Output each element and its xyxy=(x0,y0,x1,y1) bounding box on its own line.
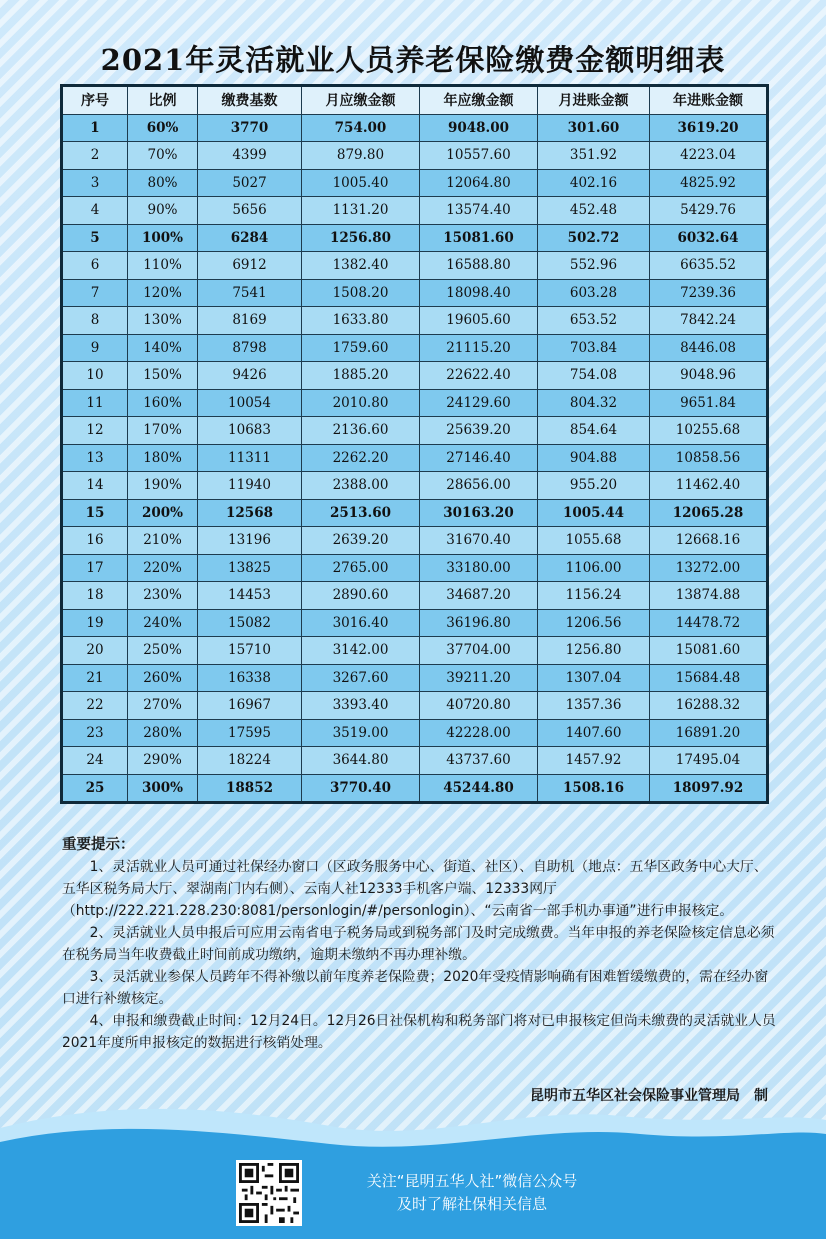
cell-ratio: 80% xyxy=(128,169,198,197)
cell-index: 9 xyxy=(62,334,128,362)
cell-annual-credit: 18097.92 xyxy=(650,774,768,803)
cell-annual-credit: 6032.64 xyxy=(650,224,768,252)
cell-index: 25 xyxy=(62,774,128,803)
cell-monthly-credit: 904.88 xyxy=(538,444,650,472)
cell-monthly-due: 1382.40 xyxy=(302,252,420,280)
contribution-table xyxy=(60,84,769,804)
cell-index: 16 xyxy=(62,527,128,555)
note-item-3: 3、灵活就业参保人员跨年不得补缴以前年度养老保险费；2020年受疫情影响确有困难暂缓缴费的，需在经办窗口进行补缴核定。 xyxy=(62,969,769,1007)
notes-heading: 重要提示： xyxy=(62,837,135,853)
header-monthly-due: 月应缴金额 xyxy=(302,86,420,115)
issuer-signature: 昆明市五华区社会保险事业管理局 制 xyxy=(530,1088,768,1104)
note-item-2: 2、灵活就业人员申报后可应用云南省电子税务局或到税务部门及时完成缴费。当年申报的养老保险核定信息必须在税务局当年收费截止时间前成功缴纳，逾期未缴纳不再办理补缴。 xyxy=(62,925,775,963)
table-row xyxy=(62,389,768,417)
cell-annual-credit: 16288.32 xyxy=(650,692,768,720)
cell-monthly-credit: 1156.24 xyxy=(538,582,650,610)
cell-monthly-credit: 1256.80 xyxy=(538,637,650,665)
cell-annual-due: 21115.20 xyxy=(420,334,538,362)
table-row xyxy=(62,417,768,445)
cell-base: 5656 xyxy=(198,197,302,225)
cell-monthly-credit: 552.96 xyxy=(538,252,650,280)
cell-annual-due: 15081.60 xyxy=(420,224,538,252)
cell-base: 12568 xyxy=(198,499,302,527)
cell-monthly-credit: 1508.16 xyxy=(538,774,650,803)
cell-annual-due: 9048.00 xyxy=(420,114,538,142)
cell-monthly-credit: 1357.36 xyxy=(538,692,650,720)
cell-annual-credit: 15081.60 xyxy=(650,637,768,665)
cell-monthly-credit: 603.28 xyxy=(538,279,650,307)
cell-annual-due: 37704.00 xyxy=(420,637,538,665)
cell-ratio: 260% xyxy=(128,664,198,692)
cell-annual-due: 13574.40 xyxy=(420,197,538,225)
cell-annual-credit: 11462.40 xyxy=(650,472,768,500)
cell-ratio: 250% xyxy=(128,637,198,665)
cell-ratio: 220% xyxy=(128,554,198,582)
table-row xyxy=(62,142,768,170)
cell-base: 3770 xyxy=(198,114,302,142)
cell-monthly-credit: 1206.56 xyxy=(538,609,650,637)
cell-base: 5027 xyxy=(198,169,302,197)
cell-annual-due: 16588.80 xyxy=(420,252,538,280)
table-row xyxy=(62,774,768,803)
cell-index: 22 xyxy=(62,692,128,720)
cell-monthly-due: 2890.60 xyxy=(302,582,420,610)
cell-base: 6912 xyxy=(198,252,302,280)
cell-base: 16967 xyxy=(198,692,302,720)
table-row xyxy=(62,279,768,307)
table-row xyxy=(62,747,768,775)
table-row xyxy=(62,554,768,582)
cell-annual-due: 22622.40 xyxy=(420,362,538,390)
header-monthly-credit: 月进账金额 xyxy=(538,86,650,115)
cell-base: 18224 xyxy=(198,747,302,775)
cell-index: 12 xyxy=(62,417,128,445)
cell-monthly-credit: 402.16 xyxy=(538,169,650,197)
cell-index: 8 xyxy=(62,307,128,335)
cell-ratio: 140% xyxy=(128,334,198,362)
cell-annual-due: 31670.40 xyxy=(420,527,538,555)
table-header-row xyxy=(62,86,768,115)
cell-monthly-due: 3519.00 xyxy=(302,719,420,747)
table-row xyxy=(62,582,768,610)
cell-ratio: 200% xyxy=(128,499,198,527)
cell-annual-due: 42228.00 xyxy=(420,719,538,747)
table-row xyxy=(62,114,768,142)
cell-annual-due: 28656.00 xyxy=(420,472,538,500)
table-row xyxy=(62,719,768,747)
cell-base: 17595 xyxy=(198,719,302,747)
cell-index: 10 xyxy=(62,362,128,390)
cell-annual-credit: 10858.56 xyxy=(650,444,768,472)
header-ratio: 比例 xyxy=(128,86,198,115)
cell-ratio: 160% xyxy=(128,389,198,417)
cell-monthly-credit: 502.72 xyxy=(538,224,650,252)
cell-monthly-due: 1256.80 xyxy=(302,224,420,252)
cell-ratio: 230% xyxy=(128,582,198,610)
cell-ratio: 280% xyxy=(128,719,198,747)
header-index: 序号 xyxy=(62,86,128,115)
cell-base: 10683 xyxy=(198,417,302,445)
table-row xyxy=(62,224,768,252)
cell-ratio: 240% xyxy=(128,609,198,637)
cell-monthly-due: 3770.40 xyxy=(302,774,420,803)
cell-annual-due: 19605.60 xyxy=(420,307,538,335)
cell-ratio: 110% xyxy=(128,252,198,280)
cell-annual-credit: 10255.68 xyxy=(650,417,768,445)
table-row xyxy=(62,252,768,280)
cell-ratio: 60% xyxy=(128,114,198,142)
cell-index: 19 xyxy=(62,609,128,637)
table-row xyxy=(62,692,768,720)
cell-base: 18852 xyxy=(198,774,302,803)
cell-monthly-due: 1005.40 xyxy=(302,169,420,197)
cell-annual-due: 33180.00 xyxy=(420,554,538,582)
footer-wave xyxy=(0,1098,826,1239)
cell-annual-due: 10557.60 xyxy=(420,142,538,170)
cell-ratio: 170% xyxy=(128,417,198,445)
notes-section xyxy=(62,834,776,1054)
table-row xyxy=(62,664,768,692)
cell-monthly-credit: 1106.00 xyxy=(538,554,650,582)
cell-annual-credit: 12065.28 xyxy=(650,499,768,527)
cell-index: 23 xyxy=(62,719,128,747)
header-annual-due: 年应缴金额 xyxy=(420,86,538,115)
cell-annual-credit: 8446.08 xyxy=(650,334,768,362)
cell-base: 8169 xyxy=(198,307,302,335)
cell-annual-due: 40720.80 xyxy=(420,692,538,720)
cell-annual-credit: 5429.76 xyxy=(650,197,768,225)
cell-annual-due: 36196.80 xyxy=(420,609,538,637)
cell-index: 11 xyxy=(62,389,128,417)
cell-base: 7541 xyxy=(198,279,302,307)
cell-monthly-credit: 301.60 xyxy=(538,114,650,142)
header-annual-credit: 年进账金额 xyxy=(650,86,768,115)
cell-annual-credit: 13874.88 xyxy=(650,582,768,610)
cell-monthly-due: 2388.00 xyxy=(302,472,420,500)
cell-monthly-due: 2262.20 xyxy=(302,444,420,472)
cell-ratio: 100% xyxy=(128,224,198,252)
cell-monthly-due: 879.80 xyxy=(302,142,420,170)
cell-monthly-credit: 955.20 xyxy=(538,472,650,500)
cell-monthly-credit: 703.84 xyxy=(538,334,650,362)
cell-monthly-due: 3393.40 xyxy=(302,692,420,720)
cell-base: 9426 xyxy=(198,362,302,390)
table-row xyxy=(62,527,768,555)
cell-annual-credit: 9651.84 xyxy=(650,389,768,417)
cell-annual-credit: 6635.52 xyxy=(650,252,768,280)
cell-annual-credit: 13272.00 xyxy=(650,554,768,582)
table-row xyxy=(62,169,768,197)
cell-base: 11311 xyxy=(198,444,302,472)
follow-text xyxy=(322,1170,622,1216)
cell-index: 20 xyxy=(62,637,128,665)
cell-index: 3 xyxy=(62,169,128,197)
follow-line-2: 及时了解社保相关信息 xyxy=(396,1195,547,1213)
cell-monthly-credit: 804.32 xyxy=(538,389,650,417)
cell-index: 7 xyxy=(62,279,128,307)
cell-annual-credit: 7239.36 xyxy=(650,279,768,307)
cell-monthly-due: 3142.00 xyxy=(302,637,420,665)
cell-base: 10054 xyxy=(198,389,302,417)
cell-ratio: 190% xyxy=(128,472,198,500)
cell-index: 21 xyxy=(62,664,128,692)
cell-annual-credit: 3619.20 xyxy=(650,114,768,142)
cell-base: 8798 xyxy=(198,334,302,362)
cell-ratio: 300% xyxy=(128,774,198,803)
cell-base: 13825 xyxy=(198,554,302,582)
cell-index: 18 xyxy=(62,582,128,610)
cell-monthly-due: 754.00 xyxy=(302,114,420,142)
cell-base: 13196 xyxy=(198,527,302,555)
cell-ratio: 290% xyxy=(128,747,198,775)
cell-annual-credit: 12668.16 xyxy=(650,527,768,555)
cell-annual-credit: 17495.04 xyxy=(650,747,768,775)
cell-annual-due: 18098.40 xyxy=(420,279,538,307)
cell-monthly-due: 2513.60 xyxy=(302,499,420,527)
cell-annual-credit: 15684.48 xyxy=(650,664,768,692)
cell-monthly-credit: 351.92 xyxy=(538,142,650,170)
cell-index: 2 xyxy=(62,142,128,170)
cell-annual-credit: 4223.04 xyxy=(650,142,768,170)
cell-base: 11940 xyxy=(198,472,302,500)
cell-monthly-credit: 452.48 xyxy=(538,197,650,225)
cell-annual-due: 30163.20 xyxy=(420,499,538,527)
cell-monthly-due: 1131.20 xyxy=(302,197,420,225)
follow-line-1: 关注“昆明五华人社”微信公众号 xyxy=(366,1172,578,1190)
cell-base: 4399 xyxy=(198,142,302,170)
cell-monthly-due: 2765.00 xyxy=(302,554,420,582)
note-item-1: 1、灵活就业人员可通过社保经办窗口（区政务服务中心、街道、社区）、自助机（地点：五华区政务中心大厅、五华区税务局大厅、翠湖南门内右侧）、云南人社12333手机客户端、12333网厅（http://222.221.228.230:8081/personlogin/#/personlogin）、“云南省一部手机办事通”进行申报核定。 xyxy=(62,859,768,919)
cell-base: 14453 xyxy=(198,582,302,610)
cell-annual-due: 39211.20 xyxy=(420,664,538,692)
cell-index: 1 xyxy=(62,114,128,142)
cell-monthly-due: 1885.20 xyxy=(302,362,420,390)
table-row xyxy=(62,472,768,500)
cell-ratio: 210% xyxy=(128,527,198,555)
cell-base: 15082 xyxy=(198,609,302,637)
cell-base: 6284 xyxy=(198,224,302,252)
table-row xyxy=(62,499,768,527)
cell-annual-credit: 9048.96 xyxy=(650,362,768,390)
cell-ratio: 70% xyxy=(128,142,198,170)
cell-monthly-due: 3644.80 xyxy=(302,747,420,775)
cell-monthly-due: 2010.80 xyxy=(302,389,420,417)
cell-index: 14 xyxy=(62,472,128,500)
cell-annual-due: 24129.60 xyxy=(420,389,538,417)
cell-monthly-due: 1633.80 xyxy=(302,307,420,335)
qr-code[interactable] xyxy=(236,1160,302,1226)
cell-annual-due: 12064.80 xyxy=(420,169,538,197)
cell-monthly-credit: 1307.04 xyxy=(538,664,650,692)
cell-monthly-credit: 1055.68 xyxy=(538,527,650,555)
cell-annual-credit: 7842.24 xyxy=(650,307,768,335)
qr-code-icon xyxy=(239,1163,299,1223)
cell-base: 15710 xyxy=(198,637,302,665)
cell-index: 15 xyxy=(62,499,128,527)
cell-annual-due: 27146.40 xyxy=(420,444,538,472)
cell-monthly-due: 3267.60 xyxy=(302,664,420,692)
cell-ratio: 180% xyxy=(128,444,198,472)
cell-monthly-credit: 854.64 xyxy=(538,417,650,445)
table-row xyxy=(62,307,768,335)
cell-ratio: 90% xyxy=(128,197,198,225)
cell-annual-due: 43737.60 xyxy=(420,747,538,775)
cell-ratio: 130% xyxy=(128,307,198,335)
cell-monthly-credit: 754.08 xyxy=(538,362,650,390)
cell-monthly-due: 2136.60 xyxy=(302,417,420,445)
cell-monthly-credit: 1407.60 xyxy=(538,719,650,747)
cell-monthly-due: 3016.40 xyxy=(302,609,420,637)
table-row xyxy=(62,197,768,225)
cell-annual-due: 45244.80 xyxy=(420,774,538,803)
cell-annual-credit: 4825.92 xyxy=(650,169,768,197)
cell-annual-due: 25639.20 xyxy=(420,417,538,445)
cell-index: 4 xyxy=(62,197,128,225)
cell-index: 24 xyxy=(62,747,128,775)
cell-annual-credit: 14478.72 xyxy=(650,609,768,637)
cell-monthly-credit: 1457.92 xyxy=(538,747,650,775)
cell-index: 5 xyxy=(62,224,128,252)
table-row xyxy=(62,362,768,390)
cell-annual-due: 34687.20 xyxy=(420,582,538,610)
table-body xyxy=(62,114,768,803)
cell-index: 6 xyxy=(62,252,128,280)
table-row xyxy=(62,444,768,472)
cell-index: 13 xyxy=(62,444,128,472)
table-row xyxy=(62,334,768,362)
table-row xyxy=(62,637,768,665)
header-base: 缴费基数 xyxy=(198,86,302,115)
cell-monthly-credit: 1005.44 xyxy=(538,499,650,527)
cell-index: 17 xyxy=(62,554,128,582)
cell-ratio: 120% xyxy=(128,279,198,307)
cell-base: 16338 xyxy=(198,664,302,692)
cell-monthly-credit: 653.52 xyxy=(538,307,650,335)
cell-monthly-due: 2639.20 xyxy=(302,527,420,555)
cell-ratio: 150% xyxy=(128,362,198,390)
table-row xyxy=(62,609,768,637)
cell-annual-credit: 16891.20 xyxy=(650,719,768,747)
note-item-4: 4、申报和缴费截止时间：12月24日。12月26日社保机构和税务部门将对已申报核定但尚未缴费的灵活就业人员2021年度所申报核定的数据进行核销处理。 xyxy=(62,1013,776,1051)
cell-monthly-due: 1508.20 xyxy=(302,279,420,307)
page-title: 2021年灵活就业人员养老保险缴费金额明细表 xyxy=(100,43,726,77)
cell-ratio: 270% xyxy=(128,692,198,720)
cell-monthly-due: 1759.60 xyxy=(302,334,420,362)
